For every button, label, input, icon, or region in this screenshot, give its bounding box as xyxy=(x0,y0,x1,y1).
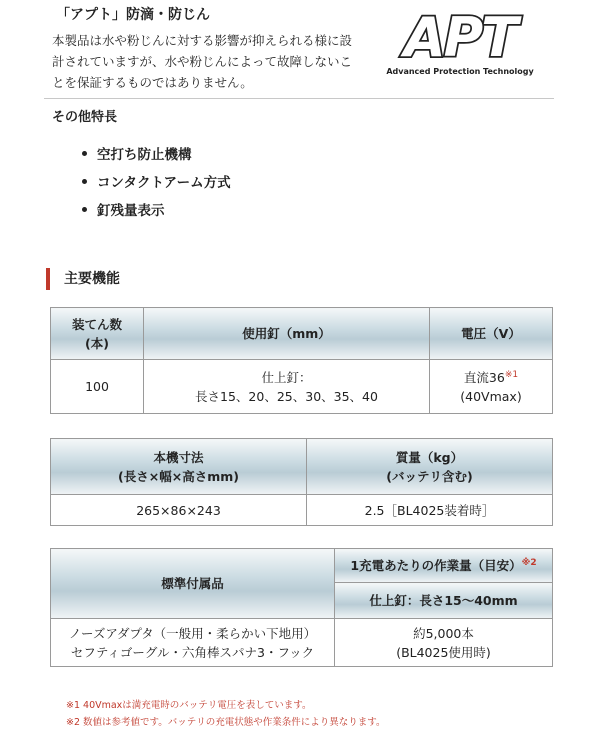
spec-table-nails xyxy=(50,307,553,414)
accessories-header: 標準付属品 xyxy=(51,549,335,619)
nail-value: 仕上釘： 長さ15、20、25、30、35、40 xyxy=(144,360,430,414)
footnote-1: ※1 40Vmaxは満充電時のバッテリ電圧を表しています。 xyxy=(66,700,312,711)
apt-logo-text: APT xyxy=(403,8,517,69)
spec-table-accessories xyxy=(50,548,553,667)
feature-list xyxy=(82,146,231,230)
main-features-heading: 主要機能 xyxy=(46,268,120,290)
footnote-mark: ※2 xyxy=(521,558,537,568)
capacity-header: 装てん数 (本) xyxy=(51,308,144,360)
work-amount-subheader: 仕上釘：長さ15〜40mm xyxy=(335,583,553,619)
apt-description-line: とを保証するものではありません。 xyxy=(52,75,253,90)
work-amount-value: 約5,000本 (BL4025使用時) xyxy=(335,619,553,667)
capacity-value: 100 xyxy=(51,360,144,414)
apt-title: 「アプト」防滴・防じん xyxy=(56,7,210,23)
weight-header: 質量（kg） (バッテリ含む) xyxy=(307,439,553,495)
voltage-header: 電圧（V） xyxy=(430,308,553,360)
footnote-2: ※2 数値は参考値です。バッテリの充電状態や作業条件により異なります。 xyxy=(66,717,386,728)
weight-value: 2.5［BL4025装着時］ xyxy=(307,495,553,526)
accessories-value: ノーズアダプタ（一般用・柔らかい下地用） セフティゴーグル・六角棒スパナ3・フック xyxy=(51,619,335,667)
apt-description xyxy=(52,30,382,93)
feature-item: コンタクトアーム方式 xyxy=(82,174,231,202)
bullet-icon xyxy=(82,179,87,184)
apt-logo xyxy=(382,8,537,80)
apt-description-line: 本製品は水や粉じんに対する影響が抑えられる様に設 xyxy=(52,33,353,48)
section-divider xyxy=(44,98,554,99)
apt-logo-subtitle: Advanced Protection Technology xyxy=(386,67,534,76)
bullet-icon xyxy=(82,151,87,156)
voltage-value: 直流36$^{※1}$ (40Vmax) xyxy=(430,360,553,414)
spec-table-dimensions xyxy=(50,438,553,526)
work-amount-header: 1充電あたりの作業量（目安）$^{※2}$ xyxy=(335,549,553,583)
apt-description-line: 計されていますが、水や粉じんによって故障しないこ xyxy=(52,54,353,69)
nail-header: 使用釘（mm） xyxy=(144,308,430,360)
other-features-title: その他特長 xyxy=(52,110,118,125)
feature-item: 空打ち防止機構 xyxy=(82,146,231,174)
feature-item: 釘残量表示 xyxy=(82,202,231,230)
dimensions-header: 本機寸法 (長さ×幅×高さmm) xyxy=(51,439,307,495)
dimensions-value: 265×86×243 xyxy=(51,495,307,526)
bullet-icon xyxy=(82,207,87,212)
footnote-mark: ※1 xyxy=(504,369,519,380)
